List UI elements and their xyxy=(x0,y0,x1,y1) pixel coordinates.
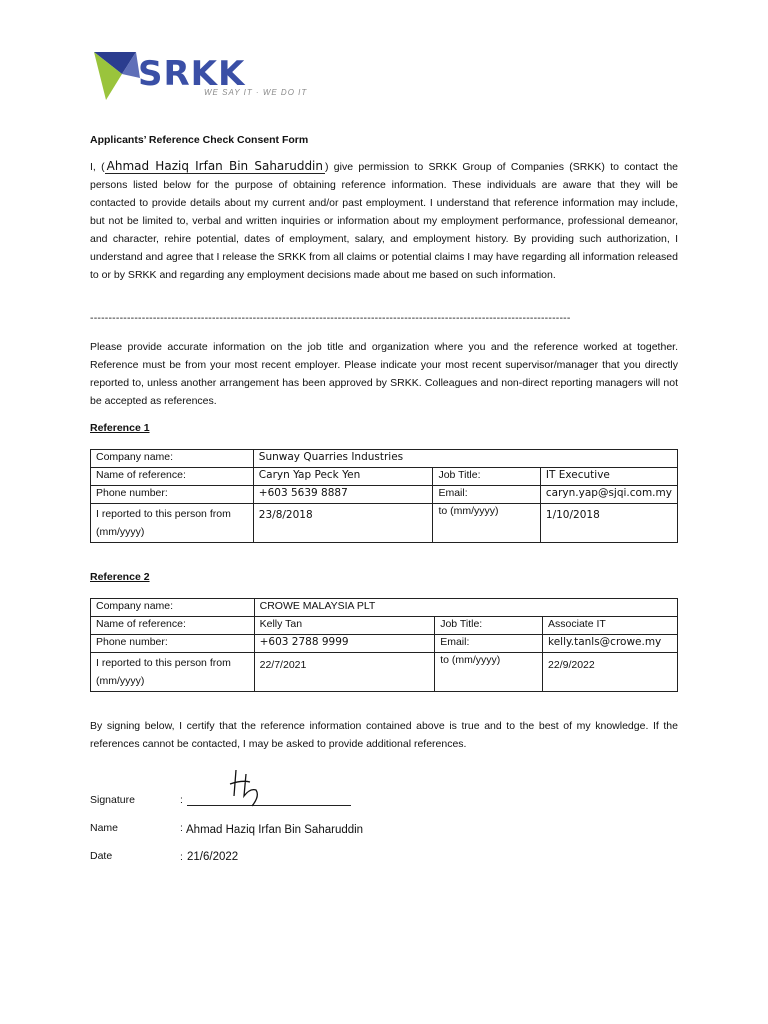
phone-label: Phone number: xyxy=(91,635,255,653)
reference-1-heading: Reference 1 xyxy=(90,422,150,434)
company-value: Sunway Quarries Industries xyxy=(253,450,677,468)
table-row xyxy=(91,635,678,653)
reported-from-label: I reported to this person from (mm/yyyy) xyxy=(91,504,254,543)
reference-1-table xyxy=(90,449,678,543)
email-value: caryn.yap@sjqi.com.my xyxy=(540,486,677,504)
date-colon: : xyxy=(180,851,183,863)
company-value: CROWE MALAYSIA PLT xyxy=(254,599,677,617)
table-row xyxy=(91,599,678,617)
table-row xyxy=(91,450,678,468)
to-date-label: to (mm/yyyy) xyxy=(435,653,543,692)
reference-name-label: Name of reference: xyxy=(91,468,254,486)
consent-paragraph xyxy=(90,157,678,284)
name-colon: : xyxy=(180,822,183,834)
to-date-value: 1/10/2018 xyxy=(540,504,677,543)
signer-name-value: Ahmad Haziq Irfan Bin Saharuddin xyxy=(186,824,364,836)
reference-name-value: Kelly Tan xyxy=(254,617,435,635)
consent-text: ) give permission to SRKK Group of Companies (SRKK) to contact the persons listed below for the purpose of obtaining reference information. These individuals are aware that they will be contacted to provide details about my current and/or past employment. I understand that reference information may include, but not be limited to, verbal and written inquiries or information about my employment performance, professional demeanor, and character, rehire potential, dates of employment, salary, and employment history. By providing such authorization, I understand and agree that I release the SRKK from all claims or potential claims I may have regarding all information released to or by SRKK and regarding any employment decisions made about me based on such information. xyxy=(90,161,678,281)
company-label: Company name: xyxy=(91,599,255,617)
table-row xyxy=(91,504,678,543)
reference-2-table xyxy=(90,598,678,692)
to-date-value: 22/9/2022 xyxy=(543,653,678,692)
date-value: 21/6/2022 xyxy=(187,851,239,863)
job-title-value: IT Executive xyxy=(540,468,677,486)
company-logo xyxy=(92,48,332,104)
reported-from-label: I reported to this person from (mm/yyyy) xyxy=(91,653,255,692)
reference-name-value: Caryn Yap Peck Yen xyxy=(253,468,433,486)
job-title-label: Job Title: xyxy=(435,617,543,635)
logo-brand-text: SRKK xyxy=(138,54,246,94)
name-label: Name xyxy=(90,822,119,834)
consent-prefix: I, ( xyxy=(90,161,105,173)
table-row xyxy=(91,653,678,692)
signature-line xyxy=(187,805,351,806)
phone-value: +603 5639 8887 xyxy=(253,486,433,504)
srkk-logo-mark xyxy=(92,48,142,102)
handwritten-signature xyxy=(228,766,268,810)
instructions-paragraph: Please provide accurate information on the job title and organization where you and the reference worked at together. Reference must be from your most recent employer. Please indicate your most recent supervisor/manager that you directly reported to, unless another arrangement has been approved by SRKK. Colleagues and non-direct reporting managers will not be accepted as references. xyxy=(90,341,678,407)
applicant-name-field: Ahmad Haziq Irfan Bin Saharuddin xyxy=(106,159,323,173)
email-label: Email: xyxy=(433,486,540,504)
from-date-value: 22/7/2021 xyxy=(254,653,435,692)
phone-label: Phone number: xyxy=(91,486,254,504)
reference-name-label: Name of reference: xyxy=(91,617,255,635)
job-title-value: Associate IT xyxy=(543,617,678,635)
certify-paragraph: By signing below, I certify that the reference information contained above is true and to the best of my knowledge. If the references cannot be contacted, I may be asked to provide additional references. xyxy=(90,720,678,750)
from-date-value: 23/8/2018 xyxy=(253,504,433,543)
phone-value: +603 2788 9999 xyxy=(254,635,435,653)
form-title: Applicants’ Reference Check Consent Form xyxy=(90,134,309,146)
reference-2-heading: Reference 2 xyxy=(90,571,150,583)
job-title-label: Job Title: xyxy=(433,468,540,486)
signature-colon: : xyxy=(180,794,183,806)
date-label: Date xyxy=(90,850,113,862)
email-label: Email: xyxy=(435,635,543,653)
table-row xyxy=(91,617,678,635)
table-row xyxy=(91,486,678,504)
logo-tagline: WE SAY IT · WE DO IT xyxy=(204,88,308,97)
email-value: kelly.tanls@crowe.my xyxy=(543,635,678,653)
signature-label: Signature xyxy=(90,794,135,806)
dashed-separator: ---------------------------------------------------------------------------------------------------------------------------------- xyxy=(90,312,571,324)
company-label: Company name: xyxy=(91,450,254,468)
table-row xyxy=(91,468,678,486)
to-date-label: to (mm/yyyy) xyxy=(433,504,540,543)
